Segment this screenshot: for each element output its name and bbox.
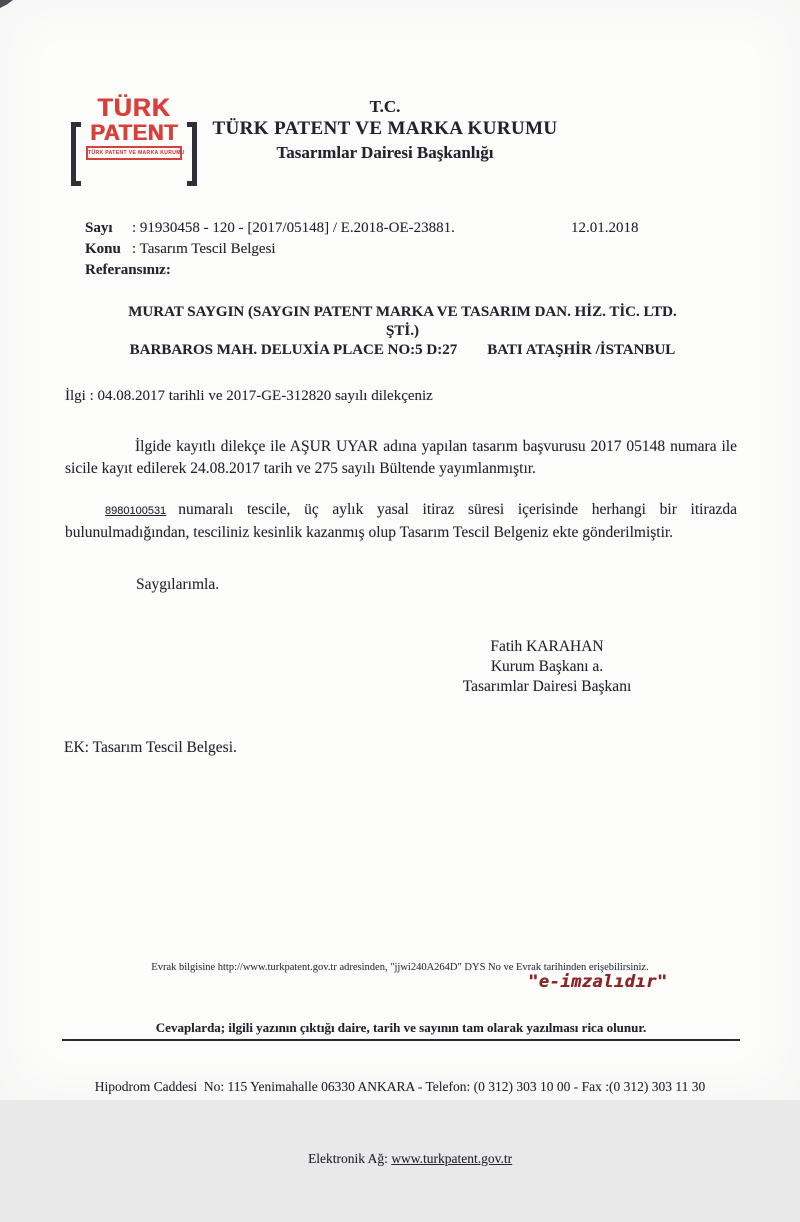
sayi-row xyxy=(85,218,740,239)
signature-block xyxy=(382,637,712,697)
scan-corner-artifact xyxy=(0,0,13,8)
footer-contact xyxy=(30,1042,770,1222)
konu-value: : Tasarım Tescil Belgesi xyxy=(132,241,276,257)
document-access-note: Evrak bilgisine http://www.turkpatent.gov.tr adresinden, "jjwi240A264D" DYS No ve Evrak tarihinden erişebilirsiniz. xyxy=(151,962,649,973)
logo-turk-text: TÜRK xyxy=(97,94,171,122)
signatory-title-2: Tasarımlar Dairesi Başkanı xyxy=(462,678,632,695)
konu-row xyxy=(85,239,740,260)
recipient-block xyxy=(80,303,725,360)
recipient-street: BARBAROS MAH. DELUXİA PLACE NO:5 D:27 xyxy=(129,342,458,358)
e-signature-stamp: "e-imzalıdır" xyxy=(528,972,668,992)
logo-subtitle: TÜRK PATENT VE MARKA KURUMU xyxy=(86,146,182,160)
recipient-line-2: ŞTİ.) xyxy=(386,323,419,339)
signatory-name: Fatih KARAHAN xyxy=(490,638,604,655)
registration-number: 8980100531 xyxy=(105,505,167,517)
footer-notice: Cevaplarda; ilgili yazının çıktığı daire, tarih ve sayının tam olarak yazılması rica olunur. xyxy=(62,1020,740,1041)
sayi-label: Sayı xyxy=(85,220,113,236)
letterhead xyxy=(100,97,670,164)
header-tc: T.C. xyxy=(369,97,401,116)
ilgi-line: İlgi : 04.08.2017 tarihli ve 2017-GE-312820 sayılı dilekçeniz xyxy=(65,388,433,404)
recipient-line-1: MURAT SAYGIN (SAYGIN PATENT MARKA VE TASARIM DAN. HİZ. TİC. LTD. xyxy=(128,304,677,320)
logo-patent-text: PATENT xyxy=(90,120,178,145)
attachment-line: EK: Tasarım Tescil Belgesi. xyxy=(64,739,237,756)
closing-salutation: Saygılarımla. xyxy=(136,576,220,593)
footer-web-line xyxy=(30,1132,770,1186)
body-paragraph-2 xyxy=(65,499,737,544)
recipient-line-3 xyxy=(80,341,725,360)
letter-date: 12.01.2018 xyxy=(571,220,639,236)
signatory-title-1: Kurum Başkanı a. xyxy=(490,658,604,675)
header-department: Tasarımlar Dairesi Başkanlığı xyxy=(276,143,494,162)
header-org-name: TÜRK PATENT VE MARKA KURUMU xyxy=(212,118,558,139)
konu-label: Konu xyxy=(85,241,121,257)
footer-address-line: Hipodrom Caddesi No: 115 Yenimahalle 06330 ANKARA - Telefon: (0 312) 303 10 00 - Fax :(0 312) 303 11 30 xyxy=(94,1079,706,1094)
referans-label: Referansınız: xyxy=(85,262,171,278)
body-paragraph-1: İlgide kayıtlı dilekçe ile AŞUR UYAR adına yapılan tasarım başvurusu 2017 05148 numara ile sicile kayıt edilerek 24.08.2017 tarih ve 275 sayılı Bültende yayımlanmıştır. xyxy=(65,438,737,477)
body-paragraph-2-text: numaralı tescile, üç aylık yasal itiraz süresi içerisinde herhangi bir itirazda bulunulmadığından, tesciliniz kesinlik kazanmış olup Tasarım Tescil Belgeniz ekte gönderilmiştir. xyxy=(65,501,737,541)
footer-web-url: www.turkpatent.gov.tr xyxy=(391,1151,513,1166)
referans-row xyxy=(85,260,740,281)
reference-block xyxy=(85,218,740,281)
footer-web-label: Elektronik Ağ: xyxy=(308,1151,392,1166)
sayi-value: : 91930458 - 120 - [2017/05148] / E.2018-OE-23881. xyxy=(132,220,455,236)
recipient-city: BATI ATAŞHİR /İSTANBUL xyxy=(487,342,676,358)
logo-bracket-left-icon xyxy=(71,122,81,186)
